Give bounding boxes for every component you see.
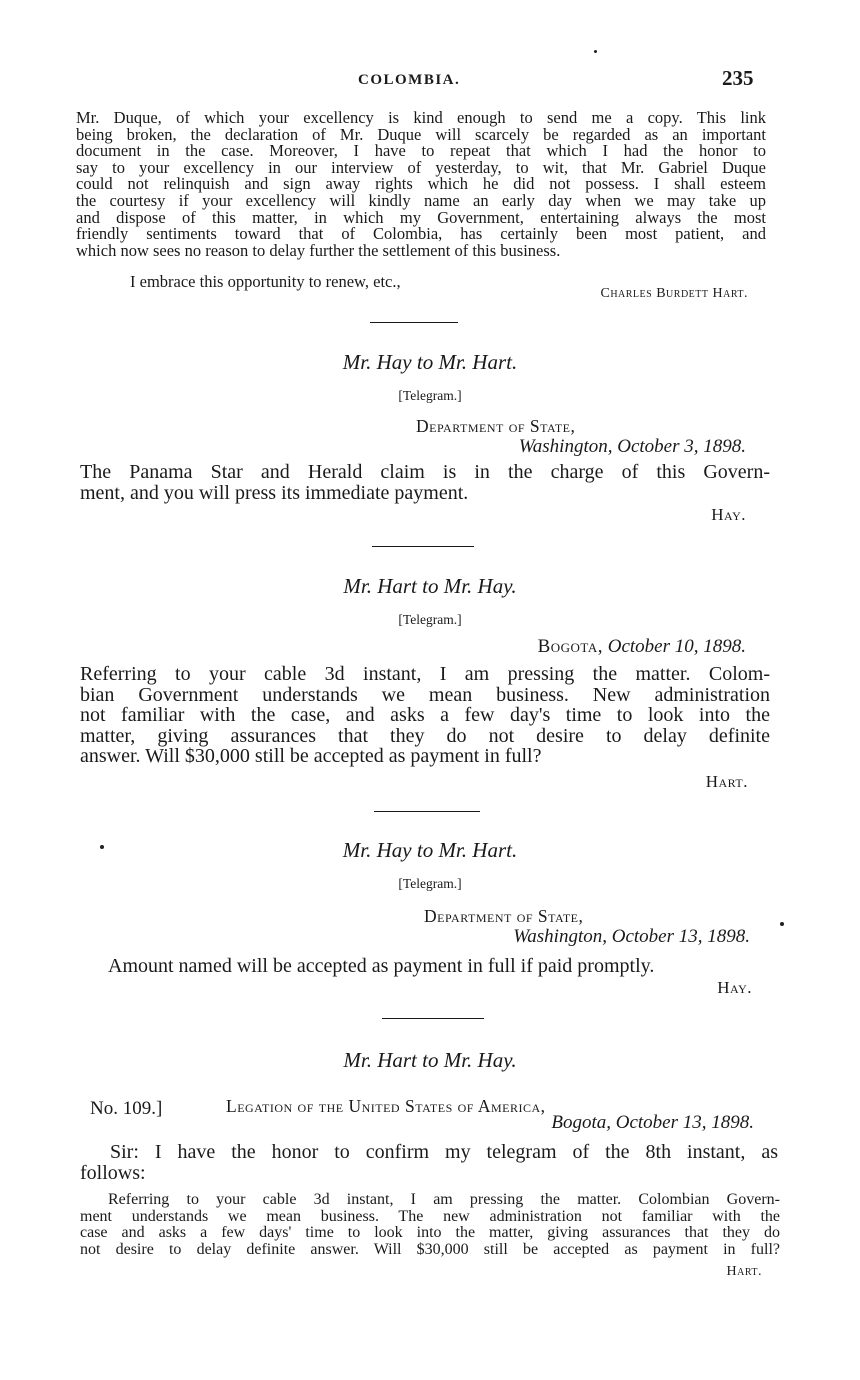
scan-speck — [780, 922, 784, 926]
telegram-label: [Telegram.] — [398, 388, 462, 403]
letter-heading: Mr. Hart to Mr. Hay. — [343, 1048, 517, 1072]
text-line: friendly sentiments toward that of Colombia, has certainly been most patient, and — [76, 224, 766, 244]
text-line: answer. Will $30,000 still be accepted as payment in full? — [80, 745, 542, 767]
sender-place: Department of State, — [416, 416, 576, 436]
telegram-body — [80, 462, 770, 503]
text-line: and dispose of this matter, in which my Government, entertaining always the most — [76, 207, 766, 227]
place-date: Bogota, October 13, 1898. — [551, 1112, 754, 1133]
sender-place: Department of State, — [424, 906, 584, 926]
text-line: which now sees no reason to delay further the settlement of this business. — [76, 240, 561, 260]
signature: Charles Burdett Hart. — [600, 286, 748, 301]
telegram-body — [108, 956, 776, 977]
dispatch-number: No. 109.] — [90, 1098, 163, 1119]
continuation-paragraph — [76, 110, 766, 259]
signature: Hart. — [705, 772, 748, 791]
text-line: ment, and you will press its immediate payment. — [80, 481, 469, 504]
text-line: The Panama Star and Herald claim is in the charge of this Govern- — [80, 461, 770, 483]
place-date-line — [0, 636, 746, 658]
text-line: follows: — [80, 1162, 146, 1184]
section-divider — [374, 811, 480, 812]
place-date: October 10, 1898. — [607, 636, 746, 657]
letter-heading: Mr. Hart to Mr. Hay. — [343, 574, 517, 598]
text-line: Sir: I have the honor to confirm my telegram of the 8th instant, as — [110, 1141, 778, 1163]
page-header — [0, 66, 860, 96]
text-line: being broken, the declaration of Mr. Duque will scarcely be regarded as an important — [76, 124, 766, 144]
section-divider — [372, 546, 474, 547]
text-line: ment understands we mean business. The new administration not familiar with the — [80, 1207, 780, 1225]
text-line: not desire to delay definite answer. Will $30,000 still be accepted as payment in full? — [80, 1240, 780, 1258]
scan-speck — [100, 845, 104, 849]
telegram-label: [Telegram.] — [398, 612, 462, 627]
text-line: Referring to your cable 3d instant, I am pressing the matter. Colombian Govern- — [108, 1191, 780, 1208]
telegram-body — [80, 664, 770, 767]
text-line: matter, giving assurances that they do not desire to delay definite — [80, 724, 770, 747]
running-head: COLOMBIA. — [358, 72, 461, 88]
closing-line: I embrace this opportunity to renew, etc., — [130, 272, 401, 291]
section-divider — [370, 322, 458, 323]
signature: Hart. — [726, 1264, 762, 1279]
text-line: Mr. Duque, of which your excellency is kind enough to send me a copy. This link — [76, 108, 766, 127]
letter-body-continued — [80, 1163, 146, 1184]
letter-heading: Mr. Hay to Mr. Hart. — [342, 350, 518, 374]
place-date: Washington, October 13, 1898. — [513, 926, 750, 947]
page-number: 235 — [722, 66, 754, 90]
text-line: could not relinquish and sign away rights which he did not possess. I shall esteem — [76, 174, 766, 194]
text-line: Amount named will be accepted as payment in full if paid promptly. — [108, 955, 655, 977]
place-date: Washington, October 3, 1898. — [518, 436, 746, 457]
text-line: the courtesy if your excellency will kindly name an early day when we may take up — [76, 190, 766, 210]
signature: Hay. — [711, 505, 746, 524]
place-name: Bogota, — [537, 636, 603, 657]
text-line: case and asks a few days' time to look into the matter, giving assurances that they do — [80, 1224, 780, 1241]
text-line: Referring to your cable 3d instant, I am pressing the matter. Colom- — [80, 663, 770, 685]
telegram-label: [Telegram.] — [398, 876, 462, 891]
text-line: say to your excellency in our interview of yesterday, to wit, that Mr. Gabriel Duque — [76, 157, 766, 177]
sender-place: Legation of the United States of America, — [226, 1096, 546, 1116]
text-line: document in the case. Moreover, I have to repeat that which I had the honor to — [76, 141, 766, 161]
quoted-telegram — [80, 1192, 780, 1258]
scan-speck — [594, 50, 597, 53]
signature: Hay. — [717, 978, 752, 997]
text-line: bian Government understands we mean business. New administration — [80, 683, 770, 706]
text-line: not familiar with the case, and asks a few day's time to look into the — [80, 704, 770, 726]
letter-body — [110, 1142, 778, 1163]
section-divider — [382, 1018, 484, 1019]
letter-heading: Mr. Hay to Mr. Hart. — [342, 838, 518, 862]
